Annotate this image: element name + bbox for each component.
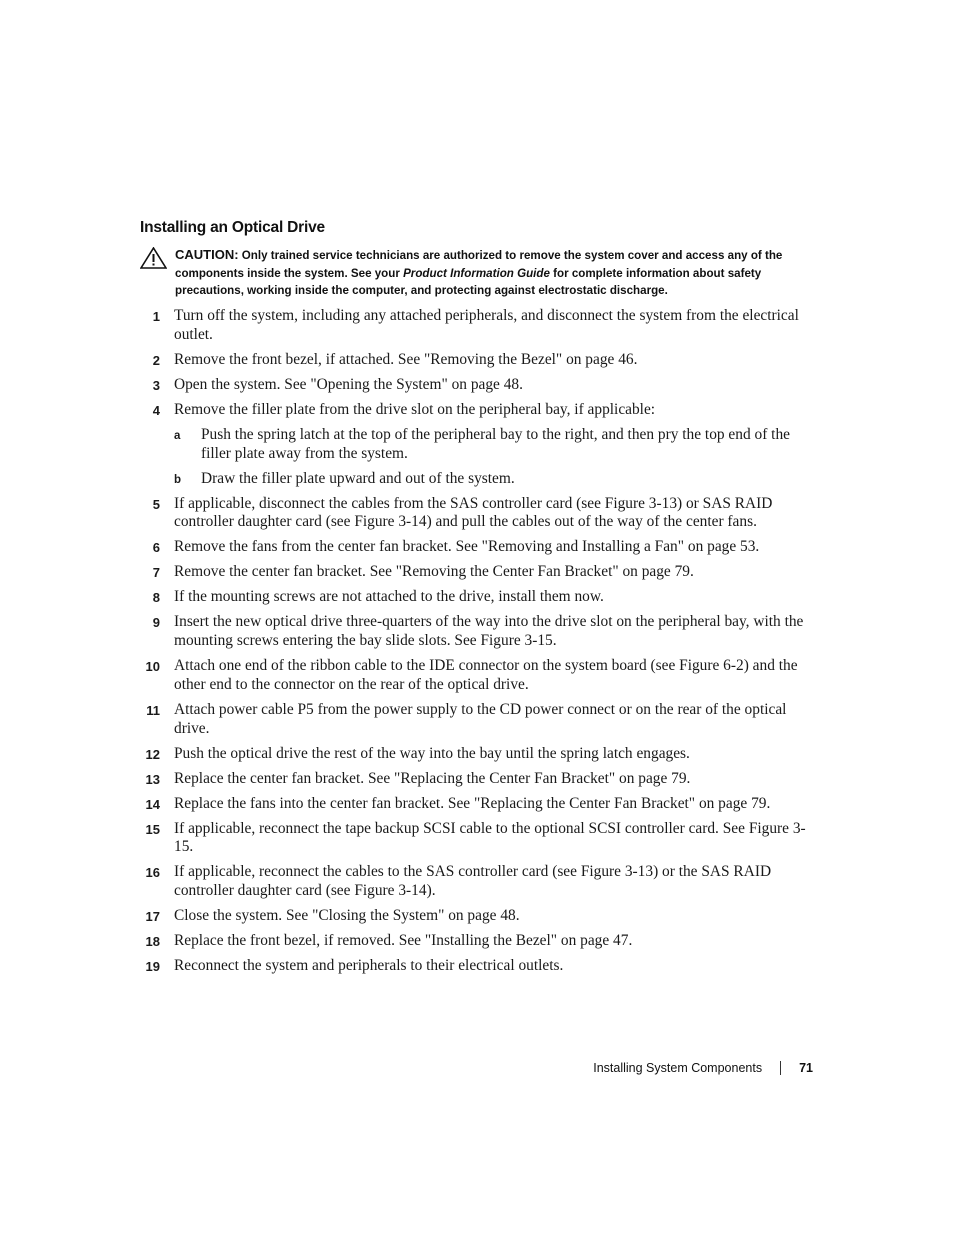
step-text: Turn off the system, including any attached peripherals, and disconnect the system from the electrical outlet. [174,307,799,343]
step-11 [140,701,815,739]
step-1 [140,307,815,345]
step-4 [140,401,815,420]
step-number: 5 [152,496,160,512]
step-14 [140,795,815,814]
caution-text-after: for complete information about safety precautions, working inside the computer, and protecting against electrostatic discharge. [175,266,762,297]
caution-label: CAUTION: [175,247,239,262]
step-text: Remove the center fan bracket. See "Removing the Center Fan Bracket" on page 79. [174,563,694,581]
step-text: Remove the fans from the center fan bracket. See "Removing and Installing a Fan" on page 53. [174,538,760,556]
caution-text-before: Only trained service technicians are authorized to remove the system cover and access any of the components inside the system. See your [175,249,783,280]
step-text: If the mounting screws are not attached to the drive, install them now. [174,588,604,606]
step-5 [140,495,815,533]
caution-text [175,246,820,300]
step-number: 6 [152,540,160,556]
step-text: Reconnect the system and peripherals to their electrical outlets. [174,957,564,975]
step-number: 1 [152,309,160,324]
step-number: 8 [152,590,160,606]
substep-text: Push the spring latch at the top of the peripheral bay to the right, and then pry the top end of the filler plate away from the system. [201,425,790,462]
step-text: Remove the filler plate from the drive slot on the peripheral bay, if applicable: [174,400,656,418]
step-text: If applicable, reconnect the cables to the SAS controller card (see Figure 3-13) or the SAS RAID controller daughter card (see Figure 3-14). [174,863,772,900]
step-2 [140,351,815,370]
step-7 [140,563,815,582]
step-12 [140,745,815,764]
step-number: 15 [145,821,160,837]
step-number: 16 [145,865,160,881]
step-number: 13 [145,771,160,787]
step-3 [140,376,815,395]
guide-title: Product Information Guide [403,266,550,280]
step-text: If applicable, disconnect the cables from the SAS controller card (see Figure 3-13) or SAS RAID controller daughter card (see Figure 3-14) and pull the cables out of the way of the center fans. [174,494,773,531]
step-number: 4 [152,402,160,418]
step-text: Attach power cable P5 from the power supply to the CD power connect or on the rear of the optical drive. [174,700,787,737]
footer-divider [780,1061,781,1075]
step-number: 17 [145,909,160,925]
page-footer [593,1061,813,1075]
step-text: Insert the new optical drive three-quarters of the way into the drive slot on the peripheral bay, with the mounting screws entering the bay slide slots. See Figure 3-15. [174,613,804,650]
step-text: Remove the front bezel, if attached. See "Removing the Bezel" on page 46. [174,350,638,368]
substep-text: Draw the filler plate upward and out of the system. [201,469,515,487]
step-8 [140,588,815,607]
chapter-title: Installing System Components [593,1061,763,1075]
step-text: If applicable, reconnect the tape backup SCSI cable to the optional SCSI controller card. See Figure 3-15. [174,819,806,856]
step-19 [140,957,815,976]
step-text: Replace the center fan bracket. See "Replacing the Center Fan Bracket" on page 79. [174,769,691,787]
step-17 [140,907,815,926]
caution-notice [140,246,820,300]
step-text: Attach one end of the ribbon cable to the IDE connector on the system board (see Figure 6-2) and the other end to the connector on the rear of the optical drive. [174,657,798,693]
step-number: 11 [146,702,160,718]
step-text: Replace the fans into the center fan bracket. See "Replacing the Center Fan Bracket" on page 79. [174,794,771,812]
step-number: 18 [145,934,160,950]
step-16 [140,863,815,901]
substep-letter: a [174,429,181,442]
step-number: 14 [145,796,160,812]
step-number: 2 [152,352,160,368]
step-15 [140,820,815,858]
step-13 [140,770,815,789]
step-text: Close the system. See "Closing the System" on page 48. [174,907,520,925]
step-number: 7 [152,565,160,581]
substep-a [140,426,815,464]
step-6 [140,538,815,557]
procedure-steps [140,307,815,982]
page-number: 71 [799,1061,813,1075]
warning-triangle-icon [140,247,167,269]
step-text: Open the system. See "Opening the System" on page 48. [174,375,523,393]
step-9 [140,613,815,651]
step-number: 12 [145,746,160,762]
step-text: Replace the front bezel, if removed. See "Installing the Bezel" on page 47. [174,932,633,950]
step-number: 3 [152,377,160,393]
step-10 [140,657,815,695]
substep-letter: b [174,473,182,486]
step-number: 10 [145,659,160,675]
step-number: 9 [152,615,160,631]
step-18 [140,932,815,951]
substep-b [140,470,815,489]
step-text: Push the optical drive the rest of the way into the bay until the spring latch engages. [174,744,690,762]
step-number: 19 [145,959,160,975]
section-title: Installing an Optical Drive [140,219,325,236]
